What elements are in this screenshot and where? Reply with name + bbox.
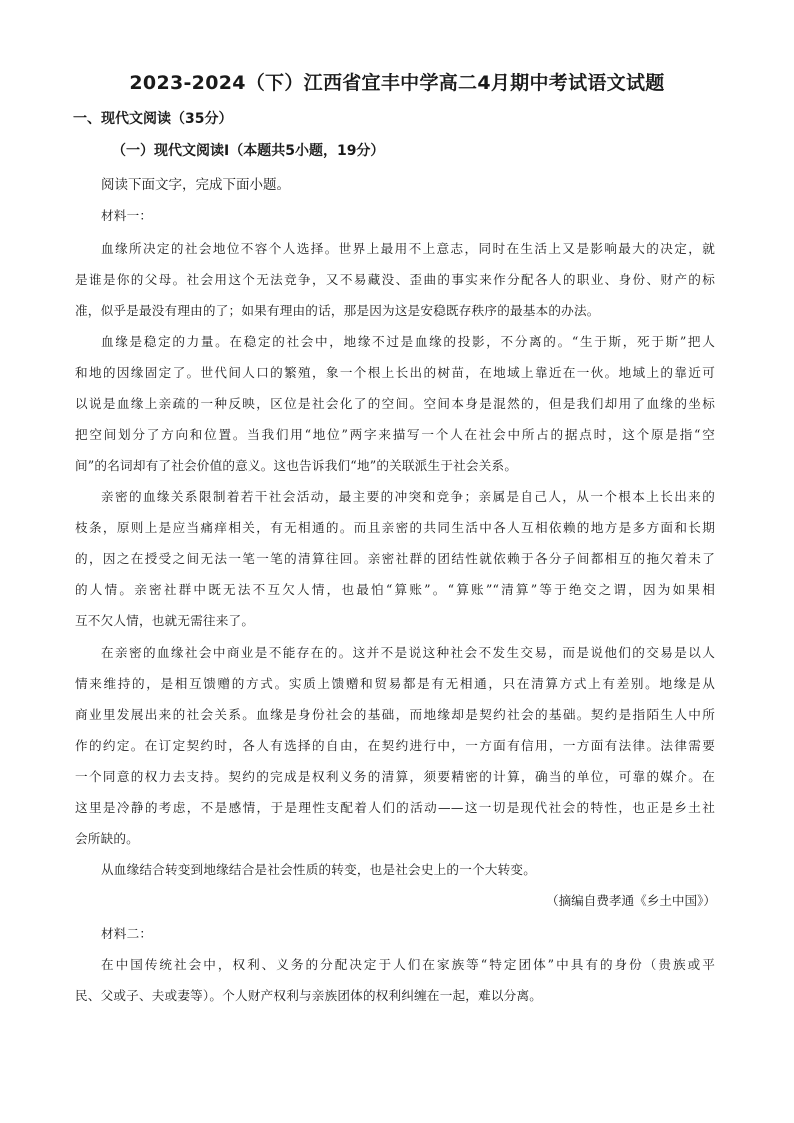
material-1-line: 商业里发展出来的社会关系。血缘是身份社会的基础，而地缘却是契约社会的基础。契约是指陌生人中所 <box>75 707 715 722</box>
material-1-line: 和地的因缘固定了。世代间人口的繁殖，象一个根上长出的树苗，在地域上靠近在一伙。地域上的靠近可 <box>75 365 715 380</box>
material-1-line: 的人情。亲密社群中既无法不互欠人情，也最怕“算账”。“算账”“清算”等于绝交之谓，因为如果相 <box>75 582 715 597</box>
source-citation: （摘编自费孝通《乡土中国》） <box>545 893 716 908</box>
material-1-line: 会所缺的。 <box>75 831 139 846</box>
subsection-heading: （一）现代文阅读Ⅰ（本题共5小题，19分） <box>112 143 385 159</box>
material-2-line: 在中国传统社会中，权利、义务的分配决定于人们在家族等“特定团体”中具有的身份（贵族或平 <box>101 957 715 972</box>
material-1-line: 间”的名词却有了社会价值的意义。这也告诉我们“地”的关联派生于社会关系。 <box>75 458 518 473</box>
material-1-line: 血缘所决定的社会地位不容个人选择。世界上最用不上意志，同时在生活上又是影响最大的决定，就 <box>101 241 715 256</box>
material-1-line: 的，因之在授受之间无法一笔一笔的清算往回。亲密社群的团结性就依赖于各分子间都相互的拖欠着未了 <box>75 551 715 566</box>
material-1-line: 作的约定。在订定契约时，各人有选择的自由，在契约进行中，一方面有信用，一方面有法律。法律需要 <box>75 738 715 753</box>
material-1-line: 血缘是稳定的力量。在稳定的社会中，地缘不过是血缘的投影，不分离的。“生于斯，死于斯”把人 <box>101 334 715 349</box>
exam-title: 2023-2024（下）江西省宜丰中学高二4月期中考试语文试题 <box>129 72 665 94</box>
material-1-line: 以说是血缘上亲疏的一种反映，区位是社会化了的空间。空间本身是混然的，但是我们却用了血缘的坐标 <box>75 396 715 411</box>
reading-instruction: 阅读下面文字，完成下面小题。 <box>101 177 290 193</box>
material-1-line: 亲密的血缘关系限制着若干社会活动，最主要的冲突和竞争；亲属是自己人，从一个根本上长出来的 <box>101 489 715 504</box>
material-1-line: 把空间划分了方向和位置。当我们用“地位”两字来描写一个人在社会中所占的据点时，这个原是指“空 <box>75 427 715 442</box>
material-1-line: 从血缘结合转变到地缘结合是社会性质的转变，也是社会史上的一个大转变。 <box>101 862 536 877</box>
material-1-line: 枝条，原则上是应当痛痒相关，有无相通的。而且亲密的共同生活中各人互相依赖的地方是多方面和长期 <box>75 520 715 535</box>
material-1-line: 一个同意的权力去支持。契约的完成是权利义务的清算，须要精密的计算，确当的单位，可靠的媒介。在 <box>75 769 715 784</box>
material-1-line: 互不欠人情，也就无需往来了。 <box>75 613 255 628</box>
material-1-line: 是谁是你的父母。社会用这个无法竞争，又不易藏没、歪曲的事实来作分配各人的职业、身份、财产的标 <box>75 272 715 287</box>
material-2-line: 民、父或子、夫或妻等）。个人财产权利与亲族团体的权利纠缠在一起，难以分离。 <box>75 988 543 1003</box>
material-1-line: 这里是冷静的考虑，不是感情，于是理性支配着人们的活动——这一切是现代社会的特性，也正是乡土社 <box>75 800 715 815</box>
material-1-label: 材料一： <box>101 208 153 223</box>
section-heading: 一、现代文阅读（35分） <box>73 111 233 127</box>
material-1-line: 在亲密的血缘社会中商业是不能存在的。这并不是说这种社会不发生交易，而是说他们的交易是以人 <box>101 645 715 660</box>
material-1-line: 准，似乎是最没有理由的了；如果有理由的话，那是因为这是安稳既存秩序的最基本的办法。 <box>75 303 600 318</box>
material-2-label: 材料二： <box>101 926 153 941</box>
material-1-line: 情来维持的，是相互馈赠的方式。实质上馈赠和贸易都是有无相通，只在清算方式上有差别。地缘是从 <box>75 676 715 691</box>
